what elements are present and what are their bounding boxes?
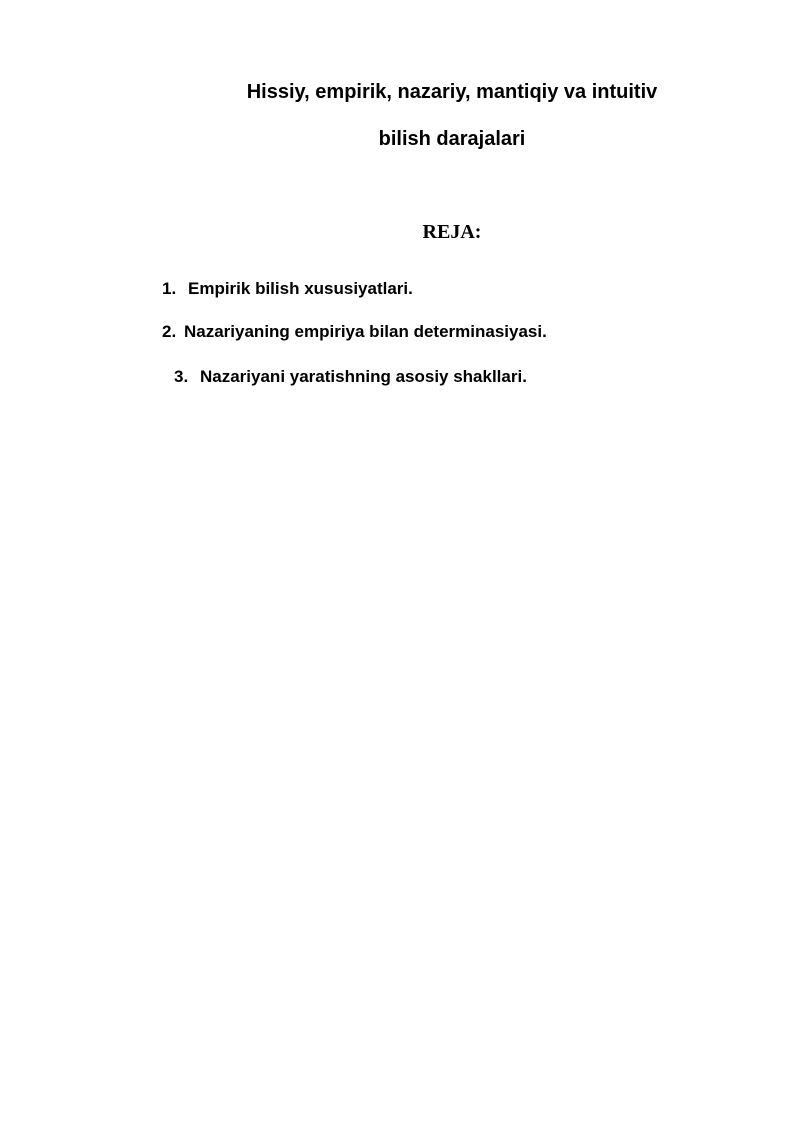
plan-item-number: 3. (174, 367, 189, 386)
document-title-line-1: Hissiy, empirik, nazariy, mantiqiy va intuitiv (246, 81, 658, 103)
plan-item (162, 321, 547, 343)
plan-item-number: 1. (162, 279, 177, 298)
plan-item-text: Empirik bilish xususiyatlari. (188, 279, 413, 298)
plan-item-text: Nazariyani yaratishning asosiy shakllari. (200, 367, 527, 386)
plan-item (174, 366, 527, 388)
plan-item-text: Nazariyaning empiriya bilan determinasiyasi. (184, 322, 547, 341)
document-title-line-2: bilish darajalari (378, 128, 526, 150)
plan-item (162, 278, 413, 300)
plan-heading: REJA: (422, 221, 482, 243)
plan-item-number: 2. (162, 322, 177, 341)
